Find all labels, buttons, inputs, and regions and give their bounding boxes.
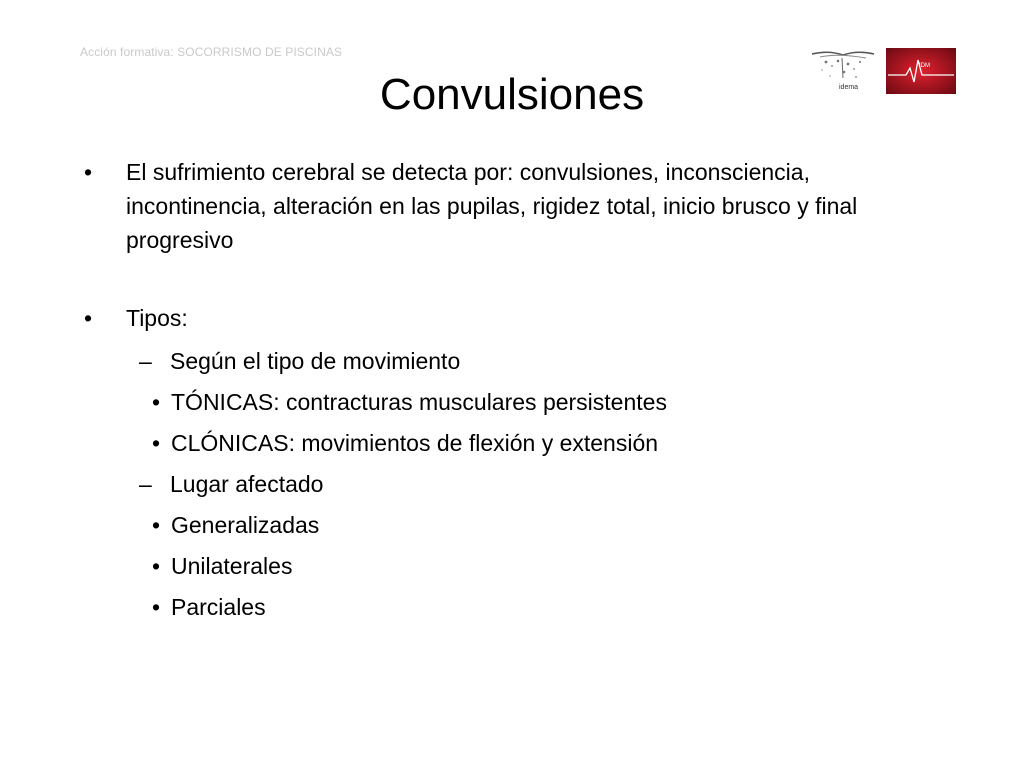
sublist-lugar-afectado — [126, 505, 940, 628]
bullet-text: Tipos: — [126, 305, 188, 331]
bullet-sufrimiento-cerebral — [80, 155, 940, 257]
sublist-item-group — [126, 505, 940, 628]
logo-group — [808, 48, 956, 94]
list-item-text: Generalizadas — [171, 512, 320, 538]
list-item-parciales — [126, 587, 940, 628]
sublist-item-group — [126, 382, 940, 464]
course-header-note: Acción formativa: SOCORRISMO DE PISCINAS — [80, 45, 343, 59]
subbullet-tipo-movimiento — [126, 341, 940, 382]
list-item-tonicas — [126, 382, 940, 423]
bullet-tipos — [80, 301, 940, 335]
list-item-text: Unilaterales — [171, 553, 293, 579]
subbullet-lugar-afectado — [126, 464, 940, 505]
list-item-text: Parciales — [171, 594, 266, 620]
slide-title: Convulsiones — [379, 70, 645, 119]
bullet-list — [80, 155, 940, 335]
list-item-text: CLÓNICAS: movimientos de flexión y extensión — [171, 430, 659, 456]
idm-heartbeat-logo — [886, 48, 956, 94]
sublist-tipo-movimiento — [126, 382, 940, 464]
list-item-text: TÓNICAS: contracturas musculares persistentes — [171, 389, 667, 415]
bullet-text: El sufrimiento cerebral se detecta por: convulsiones, inconsciencia, incontinencia, alteración en las pupilas, rigidez total, inicio brusco y final progresivo — [126, 159, 858, 253]
sublist-tipos — [126, 341, 940, 628]
subbullet-text: Lugar afectado — [170, 471, 324, 497]
list-item-clonicas — [126, 423, 940, 464]
list-item-generalizadas — [126, 505, 940, 546]
subbullet-text: Según el tipo de movimiento — [170, 348, 461, 374]
list-item-unilaterales — [126, 546, 940, 587]
right-logo-text: IDM — [919, 63, 930, 69]
water-splash-logo — [808, 48, 878, 94]
left-logo-text: idema — [839, 84, 859, 91]
slide-body — [80, 155, 940, 628]
